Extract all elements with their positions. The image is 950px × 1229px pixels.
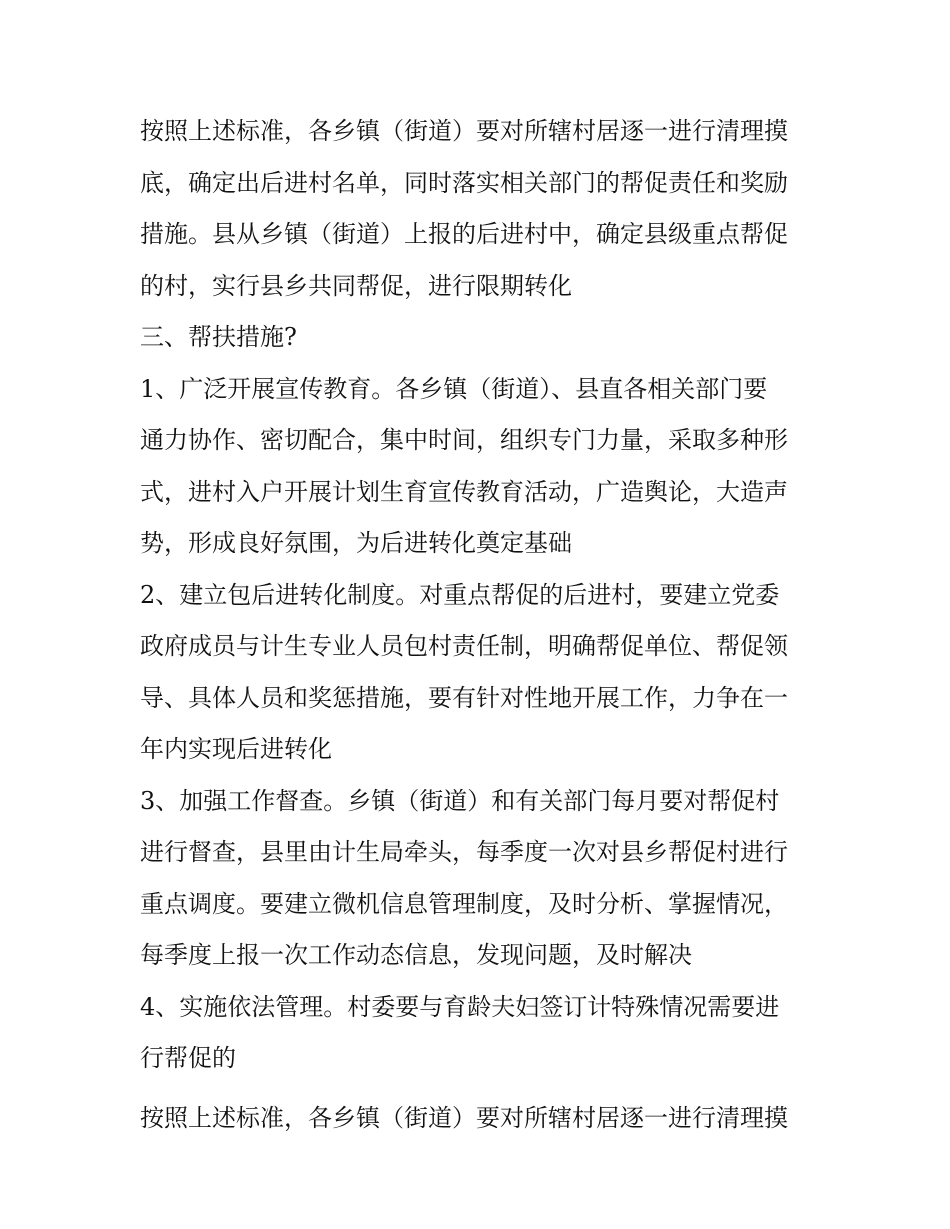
text-line: 1、广泛开展宣传教育。各乡镇（街道）、县直各相关部门要: [140, 374, 768, 403]
text-line: 式，进村入户开展计划生育宣传教育活动，广造舆论，大造声: [140, 477, 788, 506]
text-line: 4、实施依法管理。村委要与育龄夫妇签订计特殊情况需要进: [140, 992, 780, 1021]
text-line: 政府成员与计生专业人员包村责任制，明确帮促单位、帮促领: [140, 632, 788, 660]
text-line: 措施。县从乡镇（街道）上报的后进村中，确定县级重点帮促: [140, 220, 788, 248]
text-line: 重点调度。要建立微机信息管理制度，及时分析、掌握情况，: [140, 889, 788, 918]
text-line: 年内实现后进转化: [140, 735, 332, 763]
text-line: 的村，实行县乡共同帮促，进行限期转化: [140, 271, 572, 300]
paragraph-gap: [140, 1085, 820, 1093]
text-line: 3、加强工作督查。乡镇（街道）和有关部门每月要对帮促村: [140, 786, 780, 815]
section-heading: 三、帮扶措施?: [140, 323, 297, 351]
document-page: [140, 106, 820, 1144]
text-line: 按照上述标准，各乡镇（街道）要对所辖村居逐一进行清理摸: [140, 117, 788, 145]
text-line: 导、具体人员和奖惩措施，要有针对性地开展工作，力争在一: [140, 683, 788, 712]
text-line: 2、建立包后进转化制度。对重点帮促的后进村，要建立党委: [140, 580, 780, 609]
text-line: 通力协作、密切配合，集中时间，组织专门力量，采取多种形: [140, 426, 788, 454]
text-line: 势，形成良好氛围，为后进转化奠定基础: [140, 529, 572, 557]
text-line: 底，确定出后进村名单，同时落实相关部门的帮促责任和奖励: [140, 168, 788, 197]
text-line: 按照上述标准，各乡镇（街道）要对所辖村居逐一进行清理摸: [140, 1103, 788, 1132]
text-line: 每季度上报一次工作动态信息，发现问题，及时解决: [140, 941, 692, 969]
text-line: 行帮促的: [140, 1044, 236, 1072]
text-line: 进行督查，县里由计生局牵头，每季度一次对县乡帮促村进行: [140, 838, 788, 866]
